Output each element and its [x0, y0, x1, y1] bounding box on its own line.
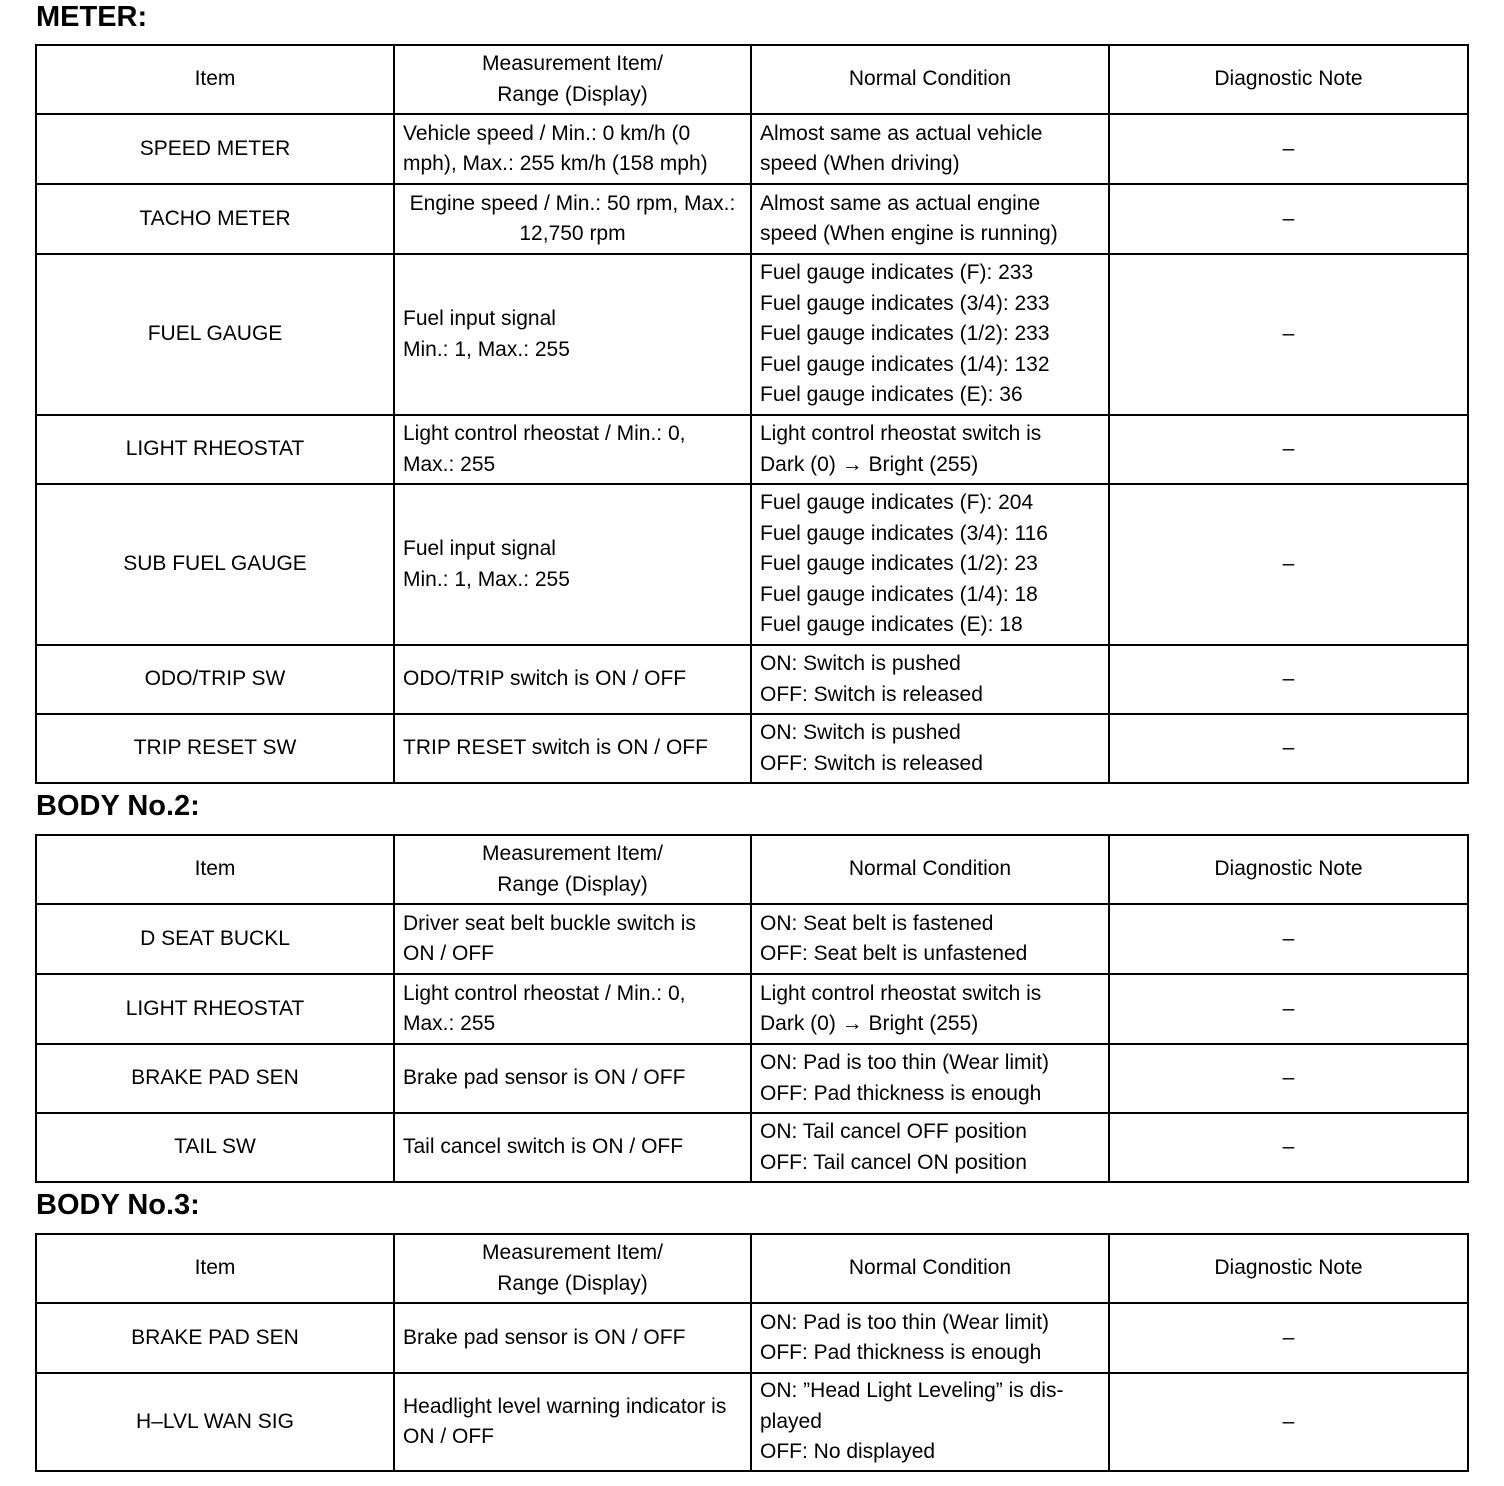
condition-cell: Almost same as actual engine speed (When engine is running) — [751, 184, 1109, 254]
note-cell: – — [1109, 114, 1468, 184]
header-item: Item — [36, 45, 394, 114]
measurement-cell: Headlight level warning indicator is ON / OFF — [394, 1373, 751, 1471]
item-cell: H–LVL WAN SIG — [36, 1373, 394, 1471]
measurement-cell: Light control rheostat / Min.: 0, Max.: 255 — [394, 415, 751, 484]
header-measurement: Measurement Item/ Range (Display) — [394, 1234, 751, 1303]
body-no3-table — [35, 1233, 1469, 1472]
item-cell: LIGHT RHEOSTAT — [36, 974, 394, 1044]
table-row — [36, 1113, 1468, 1182]
measurement-cell: Engine speed / Min.: 50 rpm, Max.: 12,750 rpm — [394, 184, 751, 254]
measurement-cell: TRIP RESET switch is ON / OFF — [394, 714, 751, 783]
condition-cell: ON: Pad is too thin (Wear limit) OFF: Pad thickness is enough — [751, 1044, 1109, 1113]
note-cell: – — [1109, 904, 1468, 974]
condition-cell: Almost same as actual vehicle speed (When driving) — [751, 114, 1109, 184]
table-row — [36, 904, 1468, 974]
note-cell: – — [1109, 714, 1468, 783]
item-cell: BRAKE PAD SEN — [36, 1044, 394, 1113]
table-header-row — [36, 45, 1468, 114]
item-cell: BRAKE PAD SEN — [36, 1303, 394, 1373]
table-row — [36, 1044, 1468, 1113]
item-cell: TRIP RESET SW — [36, 714, 394, 783]
header-note: Diagnostic Note — [1109, 1234, 1468, 1303]
condition-cell: Light control rheostat switch is Dark (0) → Bright (255) — [751, 974, 1109, 1044]
note-cell: – — [1109, 974, 1468, 1044]
condition-cell: ON: Switch is pushed OFF: Switch is released — [751, 645, 1109, 714]
item-cell: D SEAT BUCKL — [36, 904, 394, 974]
header-condition: Normal Condition — [751, 1234, 1109, 1303]
measurement-cell: Driver seat belt buckle switch is ON / OFF — [394, 904, 751, 974]
item-cell: LIGHT RHEOSTAT — [36, 415, 394, 484]
header-item: Item — [36, 1234, 394, 1303]
measurement-cell: ODO/TRIP switch is ON / OFF — [394, 645, 751, 714]
condition-cell: Fuel gauge indicates (F): 233 Fuel gauge indicates (3/4): 233 Fuel gauge indicates (1/2): 233 Fuel gauge indicates (1/4): 132 Fuel gauge indicates (E): 36 — [751, 254, 1109, 415]
table-row — [36, 714, 1468, 783]
header-condition: Normal Condition — [751, 835, 1109, 904]
measurement-cell: Brake pad sensor is ON / OFF — [394, 1303, 751, 1373]
measurement-cell: Fuel input signal Min.: 1, Max.: 255 — [394, 484, 751, 645]
header-item: Item — [36, 835, 394, 904]
item-cell: ODO/TRIP SW — [36, 645, 394, 714]
measurement-cell: Vehicle speed / Min.: 0 km/h (0 mph), Max.: 255 km/h (158 mph) — [394, 114, 751, 184]
condition-cell: ON: ”Head Light Leveling” is dis- played OFF: No displayed — [751, 1373, 1109, 1471]
note-cell: – — [1109, 1373, 1468, 1471]
condition-cell: ON: Seat belt is fastened OFF: Seat belt is unfastened — [751, 904, 1109, 974]
header-note: Diagnostic Note — [1109, 835, 1468, 904]
table-header-row — [36, 835, 1468, 904]
condition-cell: Light control rheostat switch is Dark (0) → Bright (255) — [751, 415, 1109, 484]
note-cell: – — [1109, 184, 1468, 254]
item-cell: TAIL SW — [36, 1113, 394, 1182]
table-row — [36, 114, 1468, 184]
note-cell: – — [1109, 484, 1468, 645]
measurement-cell: Light control rheostat / Min.: 0, Max.: 255 — [394, 974, 751, 1044]
note-cell: – — [1109, 415, 1468, 484]
table-row — [36, 1303, 1468, 1373]
header-measurement: Measurement Item/ Range (Display) — [394, 835, 751, 904]
note-cell: – — [1109, 254, 1468, 415]
header-note: Diagnostic Note — [1109, 45, 1468, 114]
item-cell: FUEL GAUGE — [36, 254, 394, 415]
table-row — [36, 415, 1468, 484]
section-title-body-no2: BODY No.2: — [36, 790, 200, 822]
condition-cell: ON: Switch is pushed OFF: Switch is released — [751, 714, 1109, 783]
note-cell: – — [1109, 1113, 1468, 1182]
note-cell: – — [1109, 1303, 1468, 1373]
condition-cell: Fuel gauge indicates (F): 204 Fuel gauge indicates (3/4): 116 Fuel gauge indicates (1/2): 23 Fuel gauge indicates (1/4): 18 Fuel gauge indicates (E): 18 — [751, 484, 1109, 645]
note-cell: – — [1109, 1044, 1468, 1113]
measurement-cell: Brake pad sensor is ON / OFF — [394, 1044, 751, 1113]
measurement-cell: Fuel input signal Min.: 1, Max.: 255 — [394, 254, 751, 415]
table-row — [36, 645, 1468, 714]
note-cell: – — [1109, 645, 1468, 714]
header-condition: Normal Condition — [751, 45, 1109, 114]
item-cell: SPEED METER — [36, 114, 394, 184]
section-title-meter: METER: — [36, 1, 148, 33]
measurement-cell: Tail cancel switch is ON / OFF — [394, 1113, 751, 1182]
condition-cell: ON: Tail cancel OFF position OFF: Tail cancel ON position — [751, 1113, 1109, 1182]
table-header-row — [36, 1234, 1468, 1303]
item-cell: TACHO METER — [36, 184, 394, 254]
table-row — [36, 974, 1468, 1044]
item-cell: SUB FUEL GAUGE — [36, 484, 394, 645]
meter-table — [35, 44, 1469, 784]
table-row — [36, 184, 1468, 254]
section-title-body-no3: BODY No.3: — [36, 1189, 200, 1221]
table-row — [36, 1373, 1468, 1471]
table-row — [36, 254, 1468, 415]
body-no2-table — [35, 834, 1469, 1183]
condition-cell: ON: Pad is too thin (Wear limit) OFF: Pad thickness is enough — [751, 1303, 1109, 1373]
table-row — [36, 484, 1468, 645]
header-measurement: Measurement Item/ Range (Display) — [394, 45, 751, 114]
